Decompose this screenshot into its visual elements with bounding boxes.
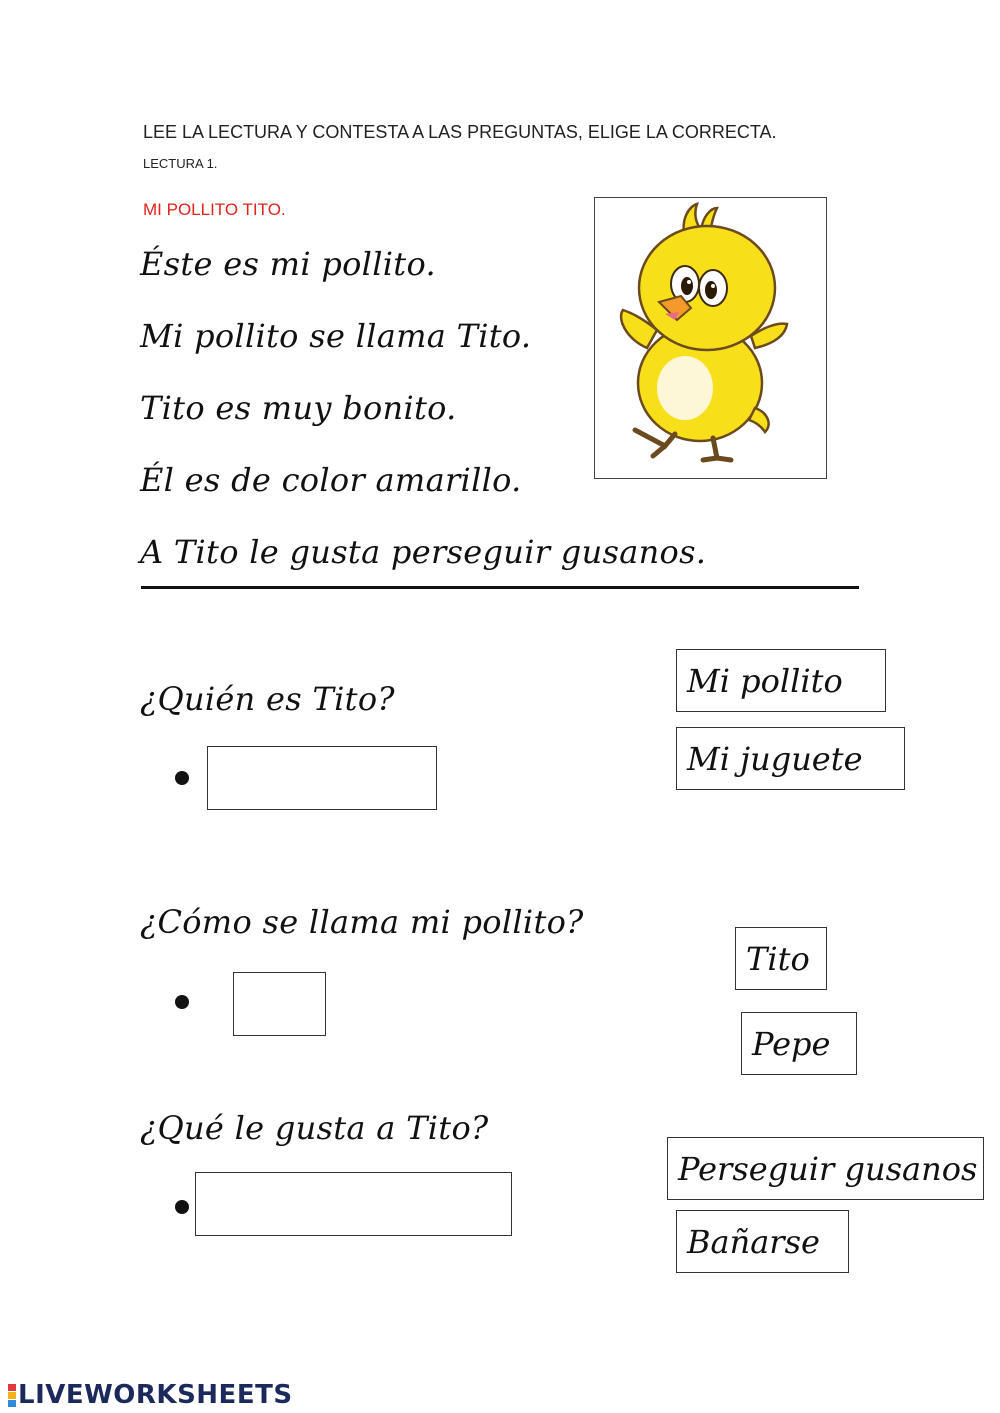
option-mi-juguete[interactable]: Mi juguete <box>676 727 905 790</box>
chick-icon <box>595 198 825 477</box>
reading-underline <box>141 586 859 589</box>
answer-drop-zone-2[interactable] <box>233 972 326 1036</box>
reading-title: MI POLLITO TITO. <box>143 200 286 219</box>
option-banarse[interactable]: Bañarse <box>676 1210 849 1273</box>
answer-drop-zone-3[interactable] <box>195 1172 512 1236</box>
reading-line-5: A Tito le gusta perseguir gusanos. <box>140 533 707 571</box>
brand-name: LIVEWORKSHEETS <box>18 1380 293 1410</box>
reading-number: LECTURA 1. <box>143 156 218 171</box>
bullet <box>175 771 189 785</box>
option-pepe[interactable]: Pepe <box>741 1012 857 1075</box>
instruction-text: LEE LA LECTURA Y CONTESTA A LAS PREGUNTAS, ELIGE LA CORRECTA. <box>143 122 777 142</box>
illustration-frame <box>594 197 827 479</box>
option-mi-pollito[interactable]: Mi pollito <box>676 649 886 712</box>
reading-line-3: Tito es muy bonito. <box>140 389 457 427</box>
reading-line-2: Mi pollito se llama Tito. <box>140 317 532 355</box>
liveworksheets-logo <box>8 1380 293 1410</box>
question-3: ¿Qué le gusta a Tito? <box>140 1109 489 1147</box>
option-tito[interactable]: Tito <box>735 927 827 990</box>
bullet <box>175 995 189 1009</box>
answer-drop-zone-1[interactable] <box>207 746 437 810</box>
bullet <box>175 1200 189 1214</box>
logo-icon <box>8 1383 16 1407</box>
question-1: ¿Quién es Tito? <box>140 680 395 718</box>
option-perseguir-gusanos[interactable]: Perseguir gusanos <box>667 1137 984 1200</box>
reading-line-4: Él es de color amarillo. <box>140 461 522 499</box>
question-2: ¿Cómo se llama mi pollito? <box>140 903 584 941</box>
reading-line-1: Éste es mi pollito. <box>140 245 436 283</box>
